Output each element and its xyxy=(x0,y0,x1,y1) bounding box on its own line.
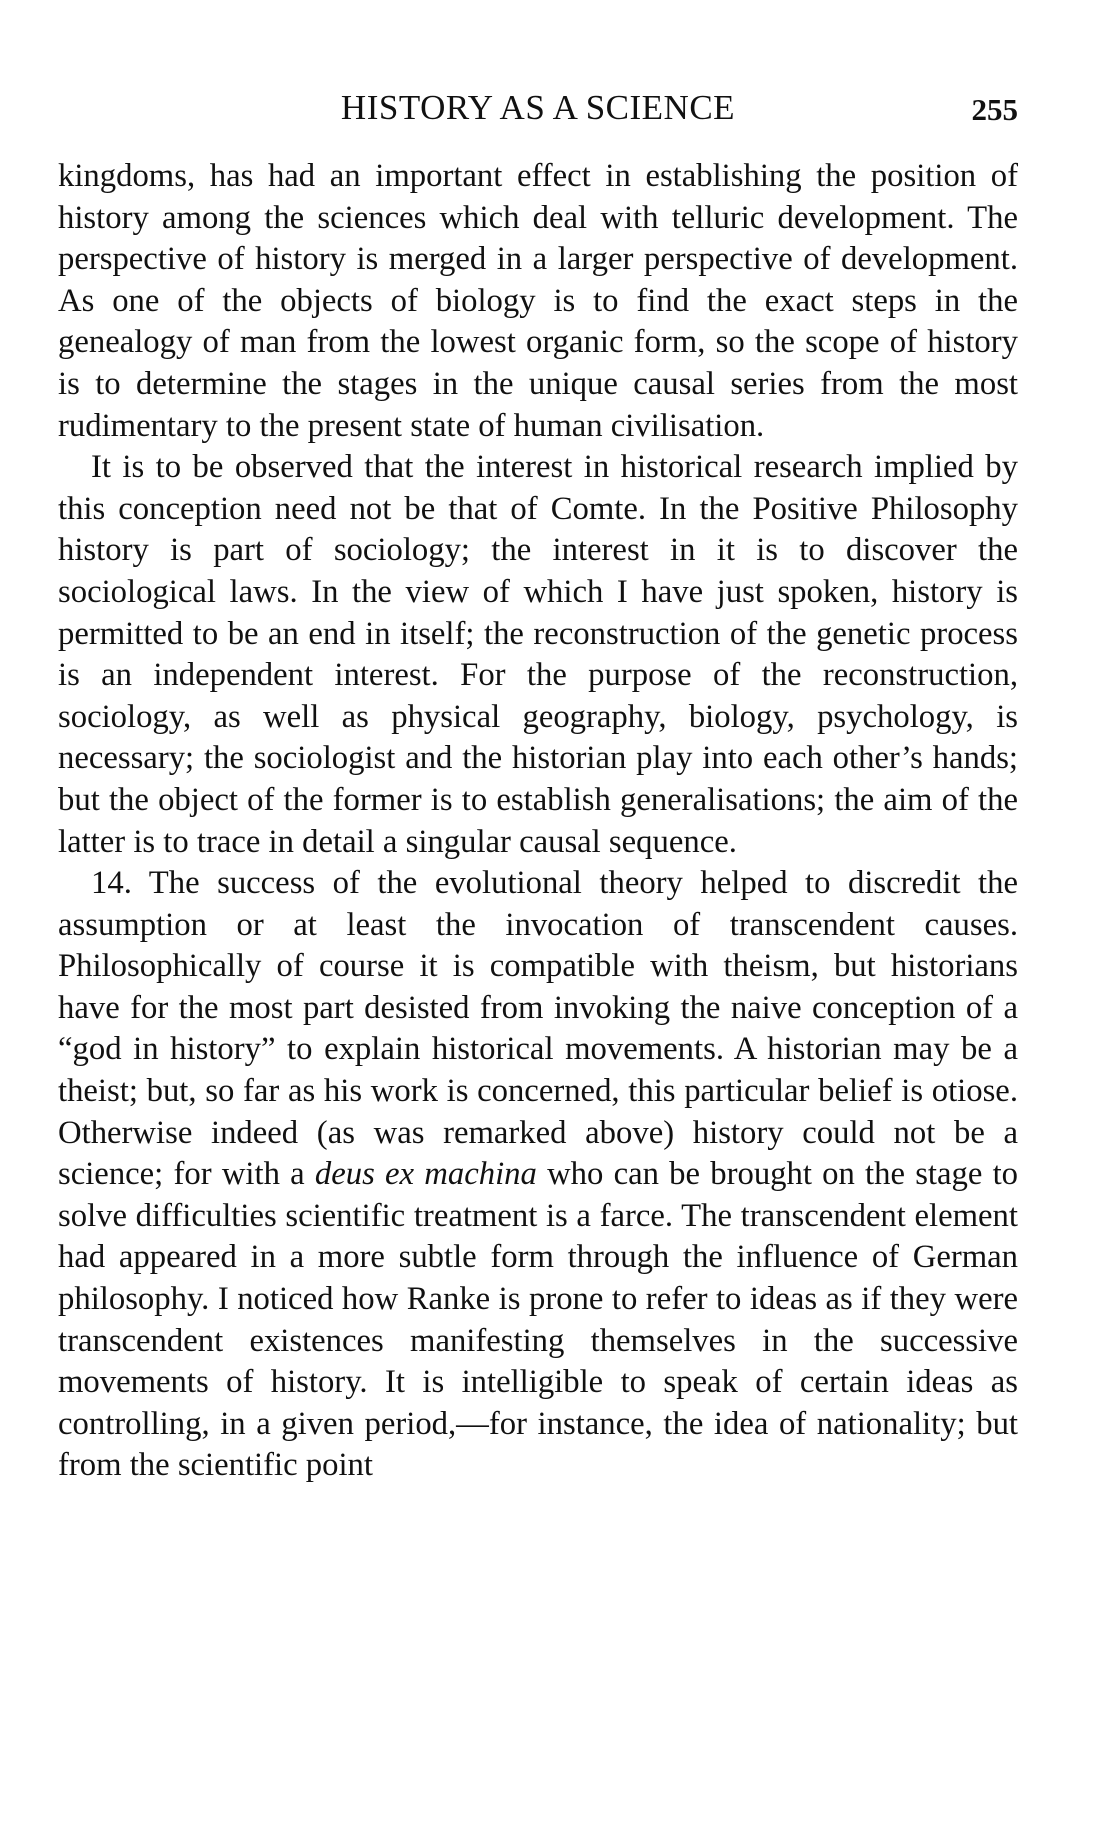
running-title: HISTORY AS A SCIENCE xyxy=(340,88,736,127)
running-head xyxy=(58,88,1018,128)
paragraph-comte: It is to be observed that the interest in historical research implied by this conception need not be that of Comte. In the Positive Philosophy history is part of sociology; the interest in it is to discover the sociological laws. In the view of which I have just spoken, history is permitted to be an end in itself; the reconstruction of the genetic process is an independent interest. For the purpose of the reconstruction, sociology, as well as physical geography, biology, psychology, is necessary; the sociologist and the historian play into each other’s hands; but the object of the former is to establish generalisations; the aim of the latter is to trace in detail a singular causal sequence. xyxy=(58,449,1018,860)
paragraph-section-14-part-2: who can be brought on the stage to solve difficulties scientific treatment is a farce. The transcendent element had appeared in a more subtle form through the influence of German philosophy. I noticed how Ranke is prone to refer to ideas as if they were transcendent existences manifesting themselves in the successive movements of history. It is intelligible to speak of certain ideas as controlling, in a given period,—for instance, the idea of nationality; but from the scientific point xyxy=(58,1156,1019,1484)
body-text xyxy=(58,156,1018,1487)
page-number: 255 xyxy=(971,92,1018,127)
paragraph-section-14-part-1: 14. The success of the evolutional theory helped to discredit the assumption or at least the invocation of transcendent causes. Philosophically of course it is compatible with theism, but historians have for the most part desisted from invoking the naive conception of a “god in history” to explain historical movements. A historian may be a theist; but, so far as his work is concerned, this particular belief is otiose. Otherwise indeed (as was remarked above) history could not be a science; for with a xyxy=(58,865,1018,1193)
italic-phrase: deus ex machina xyxy=(314,1156,537,1193)
paragraph-continuation: kingdoms, has had an important effect in establishing the position of history among the sciences which deal with telluric development. The perspective of history is merged in a larger perspective of development. As one of the objects of biology is to find the exact steps in the genealogy of man from the lowest organic form, so the scope of history is to determine the stages in the unique causal series from the most rudimentary to the present state of human civilisation. xyxy=(58,158,1018,444)
paragraph-section-14 xyxy=(58,863,1018,1487)
